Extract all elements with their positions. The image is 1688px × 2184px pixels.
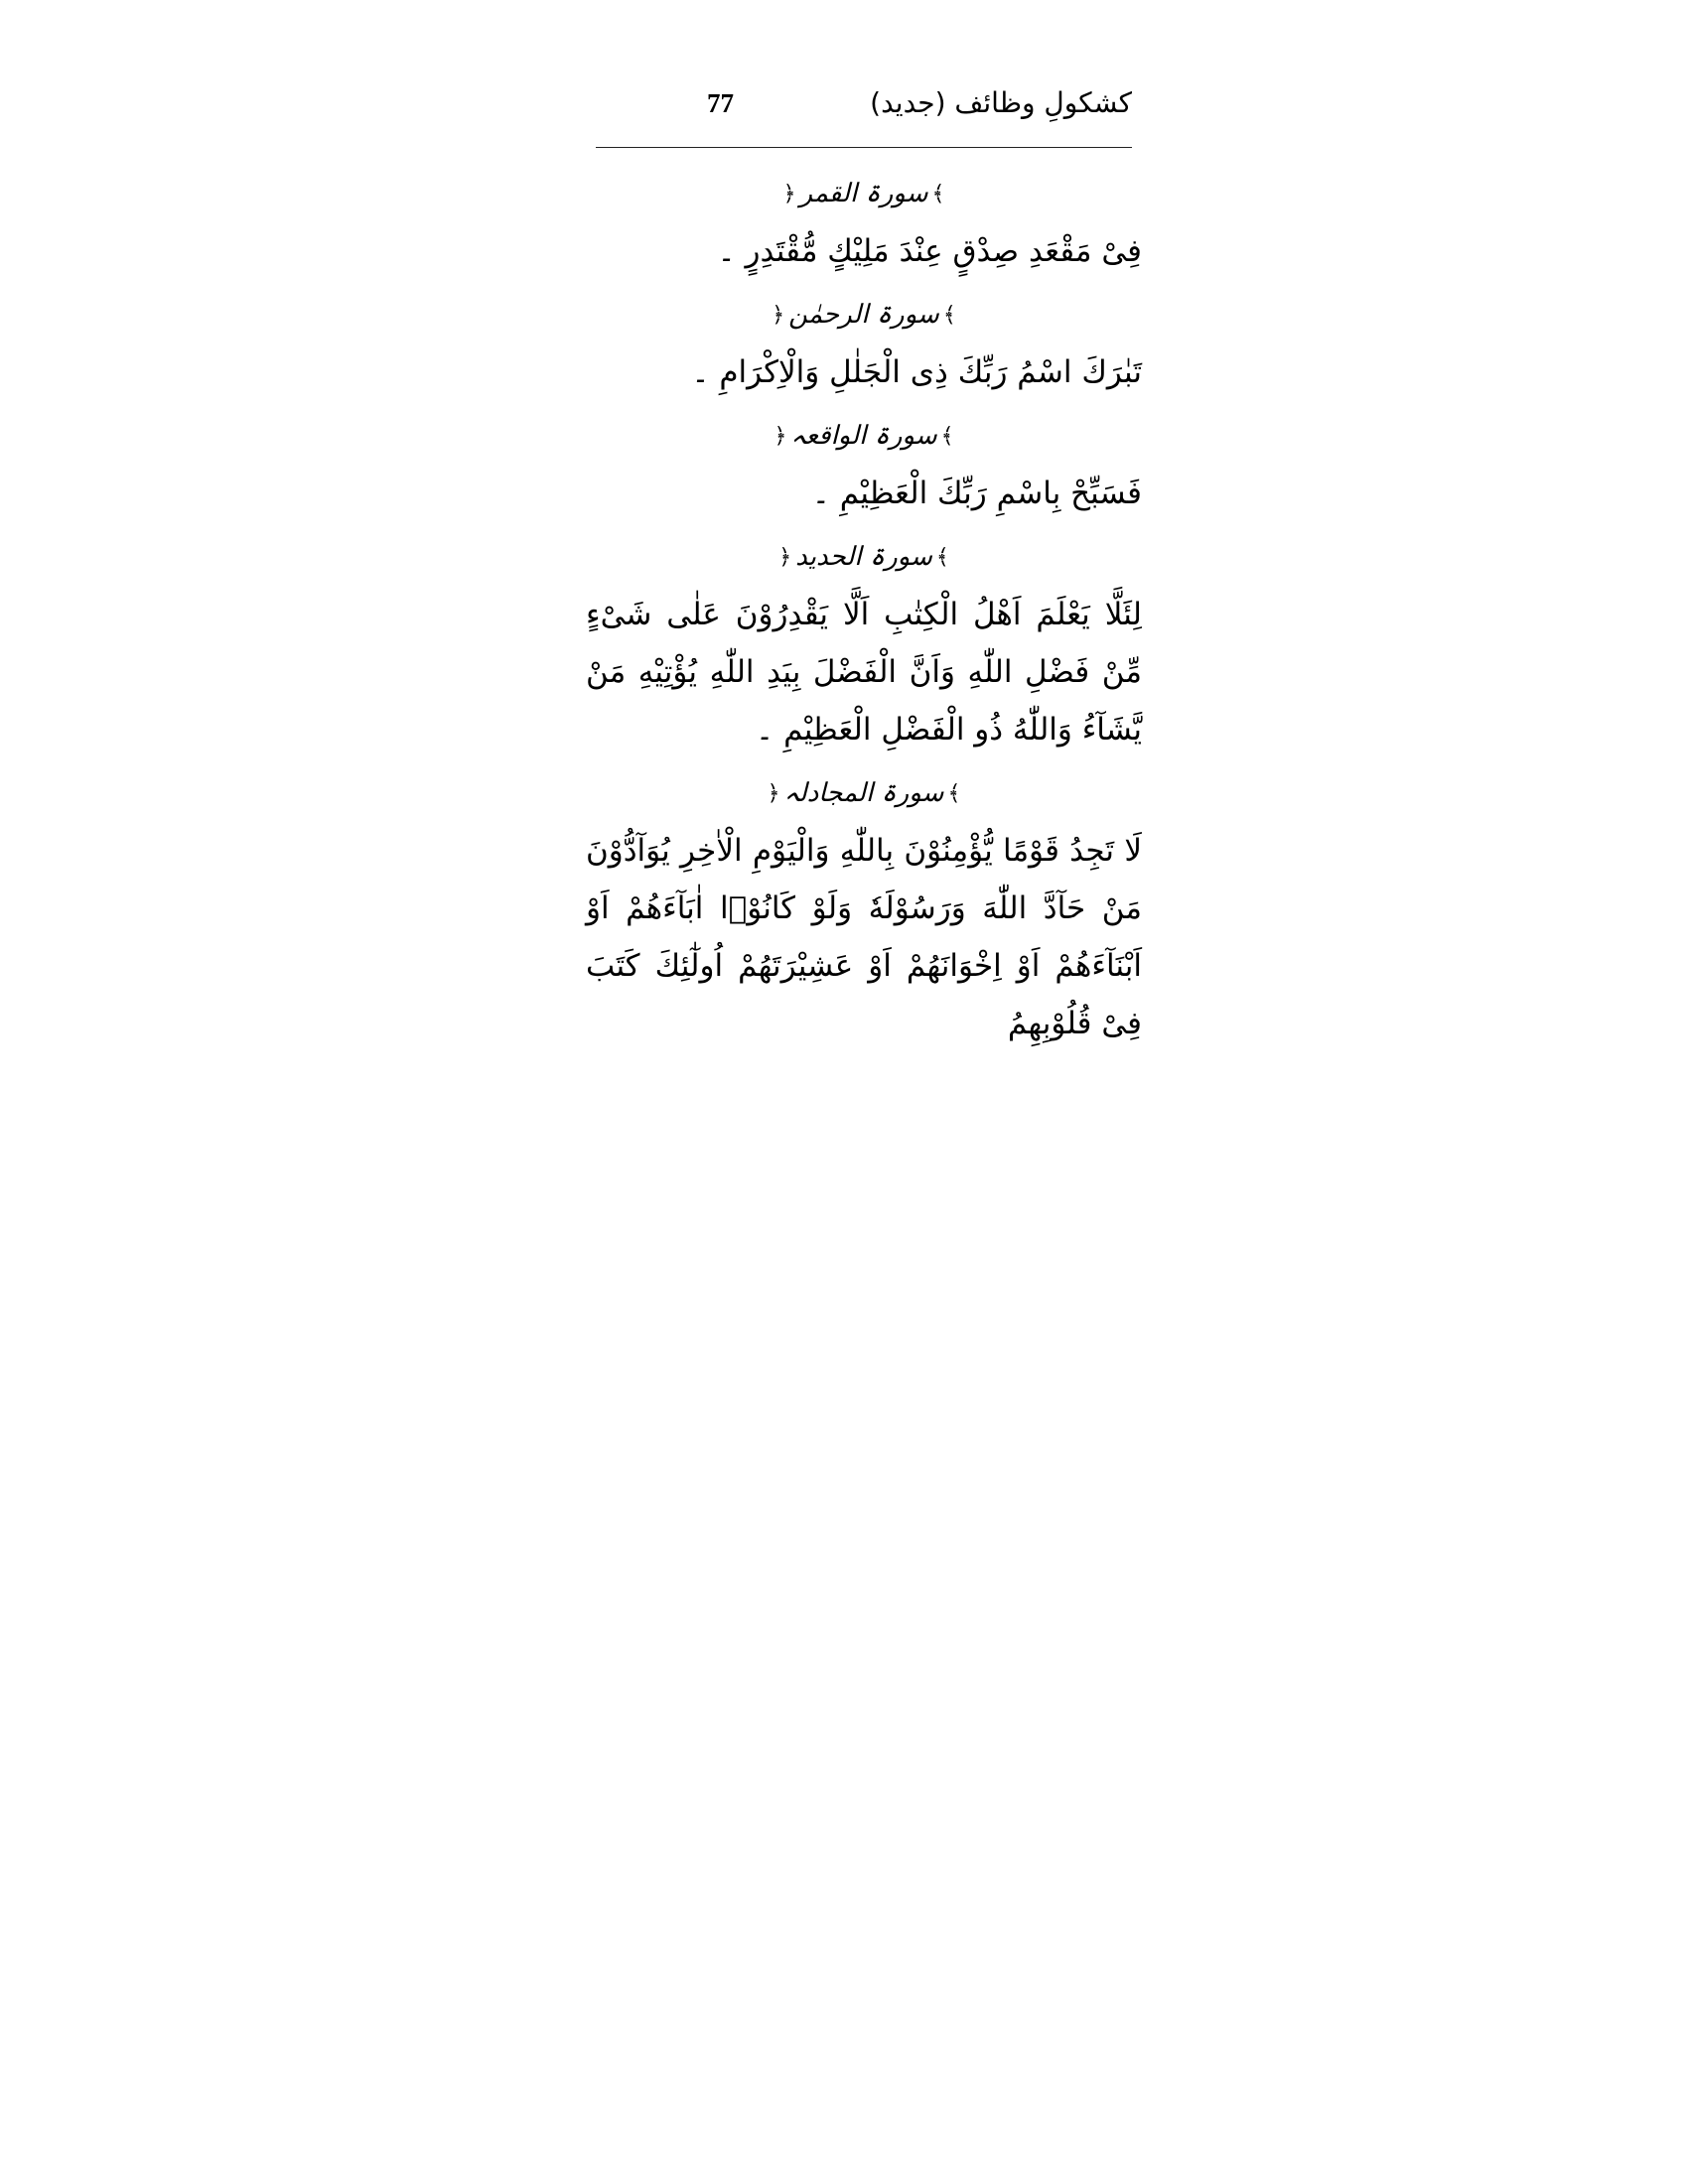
verse-text: فَسَبِّحْ بِاسْمِ رَبِّكَ الْعَظِیْمِ ۔ [811, 476, 1142, 511]
ornament-close-icon: ﴿ [774, 423, 787, 449]
ornament-close-icon: ﴿ [778, 544, 792, 570]
surah-heading-label: سورۃ الواقعہ [790, 421, 937, 451]
surah-heading-label: سورۃ القمر [799, 179, 928, 208]
ornament-close-icon: ﴿ [767, 780, 780, 806]
header-rule [596, 147, 1132, 148]
ornament-open-icon: ﴾ [942, 302, 956, 328]
ornament-close-icon: ﴿ [772, 302, 785, 328]
verse-text: تَبٰرَكَ اسْمُ رَبِّكَ ذِی الْجَلٰلِ وَالْاِكْرَامِ ۔ [691, 354, 1142, 390]
surah-heading [586, 764, 1142, 822]
surah-heading [586, 286, 1142, 343]
surah-heading [586, 407, 1142, 465]
ornament-open-icon: ﴾ [931, 181, 945, 206]
verse-text: فِیْ مَقْعَدِ صِدْقٍ عِنْدَ مَلِیْكٍ مُّقْتَدِرٍ ۔ [717, 233, 1142, 269]
surah-heading-label: سورۃ الرحمٰن [788, 300, 939, 330]
page-number: 77 [707, 88, 734, 118]
verse-text: لِئَلَّا یَعْلَمَ اَهْلُ الْكِتٰبِ اَلَّا یَقْدِرُوْنَ عَلٰی شَیْءٍ مِّنْ فَضْلِ اللّٰهِ وَاَنَّ الْفَضْلَ بِیَدِ اللّٰهِ یُؤْتِیْهِ مَنْ یَّشَآءُ وَاللّٰهُ ذُو الْفَضْلِ الْعَظِیْمِ ۔ [586, 597, 1142, 748]
page-content [586, 165, 1142, 1058]
ornament-open-icon: ﴾ [940, 423, 954, 449]
surah-heading [586, 528, 1142, 586]
surah-heading-label: سورۃ المجادلہ [783, 778, 944, 808]
ornament-open-icon: ﴾ [935, 544, 949, 570]
ornament-close-icon: ﴿ [782, 181, 796, 206]
running-head [596, 83, 1132, 133]
ornament-open-icon: ﴾ [947, 780, 961, 806]
surah-heading-label: سورۃ الحدید [795, 542, 932, 572]
verse-text: لَا تَجِدُ قَوْمًا یُّؤْمِنُوْنَ بِاللّٰهِ وَالْیَوْمِ الْاٰخِرِ یُوَآدُّوْنَ مَنْ حَآدَّ اللّٰهَ وَرَسُوْلَهٗ وَلَوْ كَانُوْۤا اٰبَآءَهُمْ اَوْ اَبْنَآءَهُمْ اَوْ اِخْوَانَهُمْ اَوْ عَشِیْرَتَهُمْ اُولٰٓئِكَ كَتَبَ فِیْ قُلُوْبِهِمُ [586, 833, 1142, 1041]
book-title: کشکولِ وظائف (جدید) [870, 86, 1132, 119]
surah-heading [586, 165, 1142, 222]
